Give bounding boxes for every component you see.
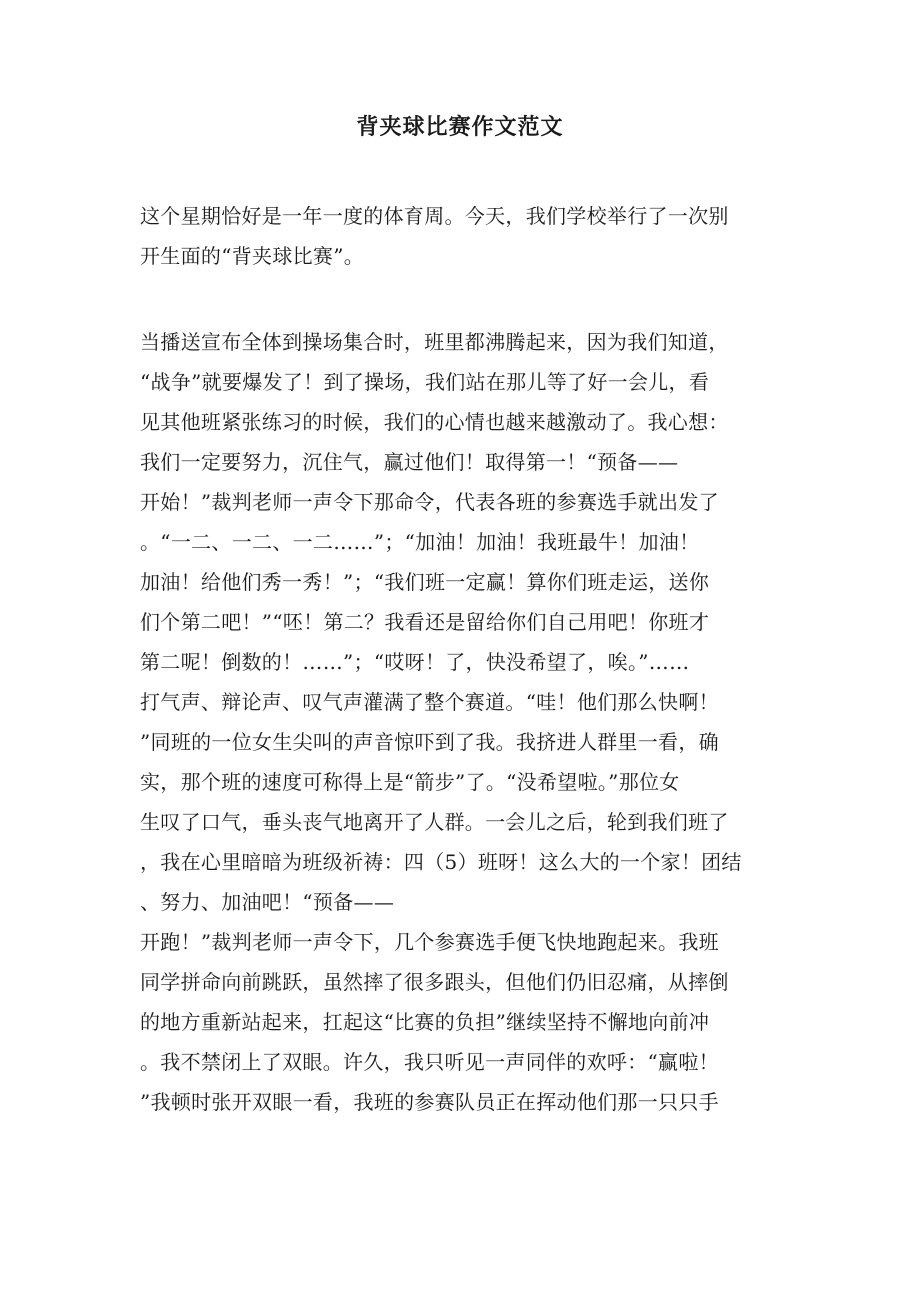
text-line: 这个星期恰好是一年一度的体育周。今天，我们学校举行了一次别 [140, 204, 729, 228]
text-line: 见其他班紧张练习的时候，我们的心情也越来越激动了。我心想： [140, 410, 729, 434]
text-line: 。“一二、一二、一二……”；“加油！加油！我班最牛！加油！ [140, 530, 700, 554]
text-line: ”同班的一位女生尖叫的声音惊吓到了我。我挤进人群里一看，确 [140, 730, 719, 754]
paragraph-2 [140, 322, 790, 1122]
text-line: 的地方重新站起来，扛起这“比赛的负担”继续坚持不懈地向前冲 [140, 1010, 710, 1034]
paragraph-1 [140, 196, 790, 276]
page-title: 背夹球比赛作文范文 [356, 114, 564, 140]
text-line: 开始！”裁判老师一声令下那命令，代表各班的参赛选手就出发了 [140, 490, 719, 514]
text-line: 同学拼命向前跳跃，虽然摔了很多跟头，但他们仍旧忍痛，从摔倒 [140, 970, 729, 994]
text-line: “战争”就要爆发了！到了操场，我们站在那儿等了好一会儿，看 [140, 370, 710, 394]
text-line: 们个第二吧！”“呸！第二？我看还是留给你们自己用吧！你班才 [140, 610, 710, 634]
text-line: 打气声、辩论声、叹气声灌满了整个赛道。“哇！他们那么快啊！ [140, 690, 719, 714]
text-line: 开跑！”裁判老师一声令下，几个参赛选手便飞快地跑起来。我班 [140, 930, 719, 954]
text-line: ”我顿时张开双眼一看，我班的参赛队员正在挥动他们那一只只手 [140, 1090, 719, 1114]
text-line: 当播送宣布全体到操场集合时，班里都沸腾起来，因为我们知道， [140, 330, 729, 354]
text-line: 实，那个班的速度可称得上是“箭步”了。“没希望啦。”那位女 [140, 770, 680, 794]
text-line: 加油！给他们秀一秀！”；“我们班一定赢！算你们班走运，送你 [140, 570, 710, 594]
text-line: 开生面的“背夹球比赛”。 [140, 244, 365, 268]
text-line: 我们一定要努力，沉住气，赢过他们！取得第一！“预备—— [140, 450, 679, 474]
text-line: 。我不禁闭上了双眼。许久，我只听见一声同伴的欢呼：“赢啦！ [140, 1050, 719, 1074]
text-line: 、努力、加油吧！“预备—— [140, 890, 395, 914]
text-line: 生叹了口气，垂头丧气地离开了人群。一会儿之后，轮到我们班了 [140, 810, 729, 834]
text-line: ，我在心里暗暗为班级祈祷：四（5）班呀！这么大的一个家！团结 [140, 850, 742, 874]
text-line: 第二呢！倒数的！……”；“哎呀！了，快没希望了，唉。”…… [140, 650, 690, 674]
